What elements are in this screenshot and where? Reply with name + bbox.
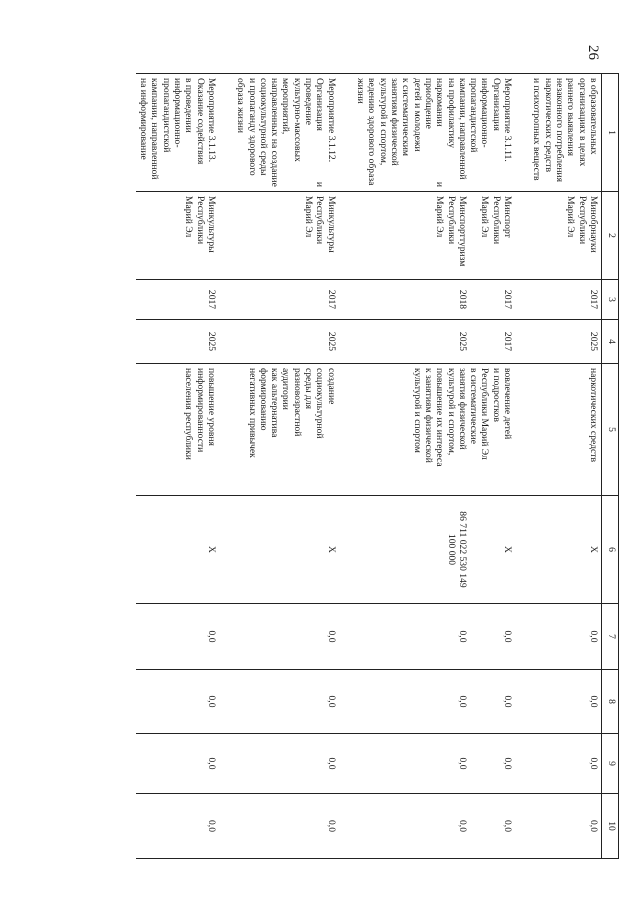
cell-line: Республики [445, 196, 457, 245]
spacer-cell [339, 604, 353, 670]
cell-c5 [353, 364, 515, 496]
cell-line: Республики [194, 196, 206, 245]
cell-line: 0,0 [205, 757, 217, 770]
cell-line: социокультурной среды [257, 78, 269, 176]
spacer-cell [339, 280, 353, 320]
cell-c7 [353, 604, 515, 670]
cell-line: 0,0 [205, 695, 217, 708]
cell-line: и подростков [490, 368, 502, 422]
cell-line [491, 284, 502, 315]
cell-c6 [233, 496, 339, 604]
cell-line: Минкультуры [205, 196, 217, 253]
cell-line: 0,0 [456, 757, 468, 770]
cell-c9 [529, 734, 601, 794]
cell-c4 [233, 320, 339, 364]
cell-line: и пропаганду здорового [246, 78, 258, 176]
cell-c8 [233, 670, 339, 734]
cell-line: на информирование [138, 78, 150, 160]
cell-line: ведению здорового образа [366, 78, 378, 186]
cell-line: культурой и спортом, [445, 368, 457, 456]
cell-line: 0,0 [325, 695, 337, 708]
cell-line: наркомании и приобщение [422, 78, 446, 187]
column-header-1: 1 [602, 74, 619, 192]
cell-c2 [529, 192, 601, 280]
cell-line: 100 000 [445, 533, 457, 566]
cell-line [468, 674, 479, 729]
cell-line: кампании, направленной [149, 78, 161, 180]
cell-line: 2017 [205, 289, 217, 310]
column-header-10: 10 [602, 794, 619, 859]
cell-c7 [136, 604, 219, 670]
cell-line: населения республики [183, 368, 195, 460]
cell-line: 2025 [456, 331, 468, 352]
spacer-cell [219, 74, 233, 192]
cell-line: информационно- [479, 78, 491, 148]
cell-line: 2017 [502, 331, 514, 352]
rotated-table-container [119, 73, 619, 858]
spacer-cell [339, 496, 353, 604]
cell-line [479, 674, 490, 729]
cell-line: культурой и спортом [411, 368, 423, 453]
cell-line: 0,0 [205, 820, 217, 832]
cell-line: Мероприятие 3.1.11. [502, 78, 514, 162]
cell-line: пропагандистской [468, 78, 480, 153]
cell-line: направленных на создание [269, 78, 281, 187]
cell-line [468, 798, 479, 854]
cell-c3 [353, 280, 515, 320]
page-number: 26 [585, 45, 601, 60]
cell-line: жизни [355, 78, 367, 104]
cell-line: 0,0 [502, 820, 514, 832]
cell-c6 [136, 496, 219, 604]
spacer-cell [219, 604, 233, 670]
cell-line: образа жизни [235, 78, 247, 134]
cell-line [491, 324, 502, 359]
column-header-6: 6 [602, 496, 619, 604]
cell-line: кампании, направленной [456, 78, 468, 180]
cell-line: X [502, 546, 514, 553]
cell-line: организациях в целях [576, 78, 588, 167]
cell-line: детей и молодежи [411, 78, 423, 152]
column-header-2: 2 [602, 192, 619, 280]
cell-line: занятиям физической [389, 78, 400, 166]
header-row [602, 74, 619, 859]
cell-line: негативных привычек [246, 368, 258, 458]
cell-c5 [233, 364, 339, 496]
cell-line [468, 196, 479, 275]
cell-line: 2017 [502, 289, 514, 310]
cell-line: 0,0 [502, 695, 514, 708]
cell-line: 0,0 [456, 820, 468, 832]
cell-line: занятия физической [456, 368, 468, 450]
spacer-cell [339, 320, 353, 364]
cell-c7 [233, 604, 339, 670]
spacer-cell [515, 670, 529, 734]
spacer-cell [515, 280, 529, 320]
cell-line: информационно- [172, 78, 183, 148]
cell-line: Республики [314, 196, 326, 245]
cell-line: наркотических средств [588, 368, 599, 462]
cell-line: культурно-массовых [291, 78, 303, 162]
cell-c7 [529, 604, 601, 670]
cell-c4 [529, 320, 601, 364]
cell-line: Республики [576, 196, 588, 245]
cell-line: повышение их интереса [434, 368, 446, 467]
spacer-cell [339, 74, 353, 192]
cell-line: Минобрнауки [588, 196, 599, 253]
cell-line: к занятиям физической [422, 368, 434, 463]
spacer-cell [515, 734, 529, 794]
cell-line: X [588, 546, 599, 553]
cell-line: среды для [303, 368, 315, 409]
cell-line: Мероприятие 3.1.13. [205, 78, 217, 163]
cell-line [491, 738, 502, 789]
cell-line: повышение уровня [205, 368, 217, 446]
cell-line [479, 284, 490, 315]
cell-c2 [233, 192, 339, 280]
measures-table [136, 73, 619, 859]
cell-line: X [205, 546, 217, 553]
cell-line: наркотических средств [542, 78, 554, 172]
cell-c2 [353, 192, 515, 280]
cell-line: вовлечение детей [502, 368, 514, 440]
cell-line [479, 738, 490, 789]
cell-line: 0,0 [456, 630, 468, 643]
cell-line: раннего выявления [565, 78, 577, 156]
table-row [136, 74, 219, 859]
cell-c5 [529, 364, 601, 496]
cell-line [491, 674, 502, 729]
cell-line: формированию [257, 368, 269, 431]
cell-c6 [353, 496, 515, 604]
cell-line: 0,0 [502, 757, 514, 770]
cell-line: пропагандистской [160, 78, 172, 153]
cell-line [479, 608, 490, 665]
row-spacer [339, 74, 353, 859]
cell-c1 [353, 74, 515, 192]
cell-line [468, 500, 479, 599]
spacer-cell [515, 192, 529, 280]
cell-line: культурой и спортом, [377, 78, 389, 166]
cell-line: 0,0 [325, 820, 337, 832]
cell-line: Марий Эл [183, 196, 195, 238]
table-row [353, 74, 515, 859]
cell-c3 [233, 280, 339, 320]
spacer-cell [515, 364, 529, 496]
cell-line [468, 284, 479, 315]
cell-line: и психотропных веществ [531, 78, 543, 181]
spacer-cell [515, 74, 529, 192]
cell-line: Минспорт [502, 196, 514, 238]
spacer-cell [219, 280, 233, 320]
cell-c4 [353, 320, 515, 364]
cell-c8 [353, 670, 515, 734]
cell-c10 [529, 794, 601, 859]
cell-line: 0,0 [205, 630, 217, 643]
cell-c8 [136, 670, 219, 734]
column-header-7: 7 [602, 604, 619, 670]
cell-c9 [136, 734, 219, 794]
spacer-cell [339, 734, 353, 794]
table-body [136, 74, 602, 859]
cell-line: аудитории [280, 368, 292, 410]
cell-line: X [325, 546, 337, 553]
cell-line: Марий Эл [434, 196, 446, 238]
cell-c10 [233, 794, 339, 859]
spacer-cell [339, 794, 353, 859]
cell-c1 [136, 74, 219, 192]
cell-line [479, 798, 490, 854]
spacer-cell [219, 364, 233, 496]
cell-c10 [353, 794, 515, 859]
table-row [233, 74, 339, 859]
spacer-cell [339, 670, 353, 734]
spacer-cell [219, 192, 233, 280]
cell-line: Минспорттуризм [456, 196, 468, 267]
cell-line: в проведении [183, 78, 195, 133]
cell-line: Марий Эл [303, 196, 315, 238]
cell-line: Минкультуры [325, 196, 337, 253]
cell-line: 0,0 [588, 757, 599, 770]
column-header-5: 5 [602, 364, 619, 496]
cell-c4 [136, 320, 219, 364]
cell-line: 2025 [325, 331, 337, 352]
cell-line: 0,0 [456, 695, 468, 708]
cell-line: Республики [490, 196, 502, 245]
cell-line: Марий Эл [565, 196, 577, 238]
cell-c3 [136, 280, 219, 320]
cell-line: 2017 [325, 289, 337, 310]
cell-line: 0,0 [588, 820, 599, 832]
spacer-cell [515, 794, 529, 859]
cell-c5 [136, 364, 219, 496]
cell-line: 2018 [456, 289, 468, 310]
cell-line: создание [325, 368, 337, 405]
cell-line: социокультурной [314, 368, 326, 439]
cell-c1 [233, 74, 339, 192]
cell-line: Республики Марий Эл [479, 368, 491, 460]
column-header-4: 4 [602, 320, 619, 364]
cell-line: Оказание содействия [194, 78, 206, 165]
spacer-cell [219, 794, 233, 859]
spacer-cell [219, 670, 233, 734]
cell-line [479, 500, 490, 599]
row-spacer [515, 74, 529, 859]
cell-c9 [233, 734, 339, 794]
cell-line: Мероприятие 3.1.12. [325, 78, 337, 163]
cell-line: в систематические [468, 368, 480, 445]
cell-line: 0,0 [502, 630, 514, 643]
cell-line: 0,0 [588, 695, 599, 708]
spacer-cell [219, 320, 233, 364]
cell-c3 [529, 280, 601, 320]
column-header-9: 9 [602, 734, 619, 794]
cell-c2 [136, 192, 219, 280]
cell-line: 2017 [588, 289, 599, 310]
cell-line: 86 711 022 530 149 [456, 511, 468, 588]
spacer-cell [339, 192, 353, 280]
cell-line [468, 738, 479, 789]
cell-line: в образовательных [588, 78, 599, 155]
cell-line: информированности [194, 368, 206, 453]
cell-line: 0,0 [588, 630, 599, 643]
cell-line: 2025 [588, 331, 599, 352]
spacer-cell [219, 496, 233, 604]
column-header-8: 8 [602, 670, 619, 734]
cell-line: мероприятий, [280, 78, 292, 135]
cell-line: 2025 [205, 331, 217, 352]
spacer-cell [515, 604, 529, 670]
cell-line [491, 608, 502, 665]
row-spacer [219, 74, 233, 859]
cell-line: на профилактику [445, 78, 457, 149]
cell-c9 [353, 734, 515, 794]
spacer-cell [339, 364, 353, 496]
cell-c1 [529, 74, 601, 192]
cell-line: Марий Эл [479, 196, 491, 238]
cell-line: 0,0 [325, 757, 337, 770]
cell-line [491, 500, 502, 599]
cell-line [491, 798, 502, 854]
cell-line: Организация [490, 78, 502, 131]
cell-line: незаконного потребления [554, 78, 566, 183]
cell-line: к систематическим [400, 78, 412, 156]
cell-line: Организация и проведение [303, 78, 326, 187]
cell-line: разновозрастной [291, 368, 303, 437]
cell-c6 [529, 496, 601, 604]
cell-line [468, 608, 479, 665]
column-header-3: 3 [602, 280, 619, 320]
spacer-cell [515, 496, 529, 604]
cell-line: как альтернатива [269, 368, 281, 438]
spacer-cell [219, 734, 233, 794]
cell-line: 0,0 [325, 630, 337, 643]
cell-line [468, 324, 479, 359]
spacer-cell [515, 320, 529, 364]
cell-c8 [529, 670, 601, 734]
table-row [529, 74, 601, 859]
cell-c10 [136, 794, 219, 859]
cell-line [479, 324, 490, 359]
